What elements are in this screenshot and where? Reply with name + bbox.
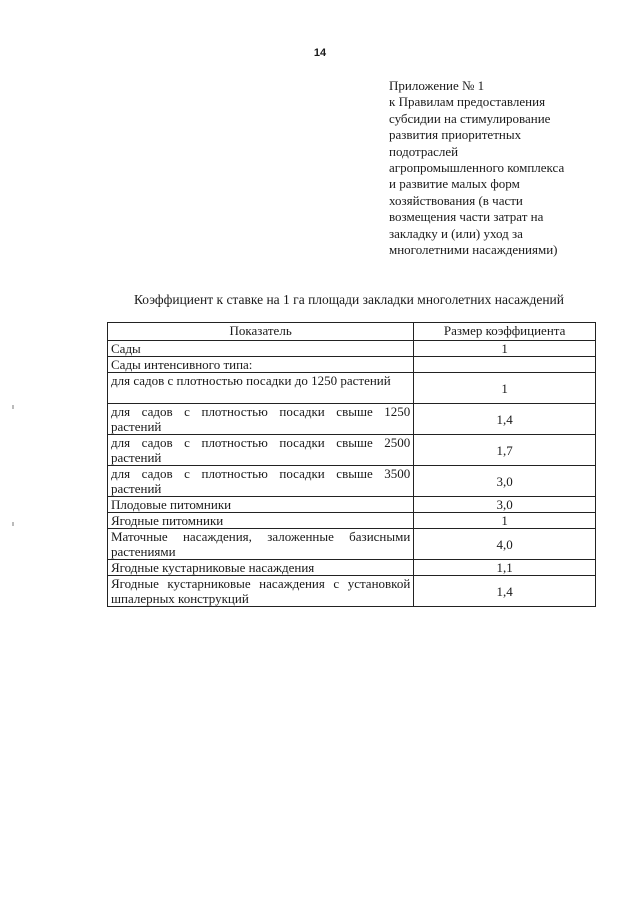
appendix-line: развития приоритетных xyxy=(389,127,522,143)
appendix-line: закладку и (или) уход за xyxy=(389,225,523,241)
row-indicator: для садов с плотностью посадки свыше 3500 растений xyxy=(108,466,414,497)
table-row xyxy=(108,357,596,373)
row-indicator: Ягодные кустарниковые насаждения с установкой шпалерных конструкций xyxy=(108,576,414,607)
row-coefficient: 3,0 xyxy=(414,466,596,497)
table-row xyxy=(108,341,596,357)
row-indicator: Ягодные кустарниковые насаждения xyxy=(108,560,414,576)
appendix-line: и развитие малых форм xyxy=(389,176,520,192)
appendix-line: возмещения части затрат на xyxy=(389,209,544,225)
row-indicator: Сады интенсивного типа: xyxy=(108,357,414,373)
appendix-line: Приложение № 1 xyxy=(389,78,485,93)
table-row xyxy=(108,576,596,607)
row-indicator: Сады xyxy=(108,341,414,357)
scan-margin-mark xyxy=(12,405,14,409)
table-row xyxy=(108,373,596,404)
column-header-indicator: Показатель xyxy=(108,323,414,341)
appendix-line: агропромышленного комплекса xyxy=(389,160,565,176)
row-indicator: для садов с плотностью посадки до 1250 растений xyxy=(108,373,414,404)
table-row xyxy=(108,529,596,560)
row-coefficient: 1,1 xyxy=(414,560,596,576)
appendix-line: субсидии на стимулирование xyxy=(389,110,551,126)
row-indicator: для садов с плотностью посадки свыше 2500 растений xyxy=(108,435,414,466)
table-row xyxy=(108,404,596,435)
row-coefficient: 3,0 xyxy=(414,497,596,513)
table-header-row xyxy=(108,323,596,341)
row-coefficient: 1 xyxy=(414,513,596,529)
table-row xyxy=(108,466,596,497)
table-row xyxy=(108,497,596,513)
table-title: Коэффициент к ставке на 1 га площади закладки многолетних насаждений xyxy=(133,292,565,307)
row-indicator: Ягодные питомники xyxy=(108,513,414,529)
row-coefficient: 1 xyxy=(414,373,596,404)
appendix-line: многолетними насаждениями) xyxy=(389,242,558,258)
row-indicator: для садов с плотностью посадки свыше 1250 растений xyxy=(108,404,414,435)
coefficient-table xyxy=(107,322,596,607)
appendix-line: к Правилам предоставления xyxy=(389,94,546,110)
table-row xyxy=(108,560,596,576)
row-indicator: Плодовые питомники xyxy=(108,497,414,513)
row-indicator: Маточные насаждения, заложенные базисными растениями xyxy=(108,529,414,560)
row-coefficient: 1 xyxy=(414,341,596,357)
row-coefficient: 1,7 xyxy=(414,435,596,466)
appendix-line: хозяйствования (в части xyxy=(389,192,523,208)
row-coefficient: 1,4 xyxy=(414,404,596,435)
row-coefficient xyxy=(414,357,596,373)
row-coefficient: 1,4 xyxy=(414,576,596,607)
row-coefficient: 4,0 xyxy=(414,529,596,560)
appendix-line: подотраслей xyxy=(389,143,459,159)
page-number: 14 xyxy=(313,47,327,59)
table-row xyxy=(108,513,596,529)
column-header-coefficient: Размер коэффициента xyxy=(414,323,596,341)
scan-margin-mark xyxy=(12,522,14,526)
table-row xyxy=(108,435,596,466)
appendix-header xyxy=(389,78,629,258)
